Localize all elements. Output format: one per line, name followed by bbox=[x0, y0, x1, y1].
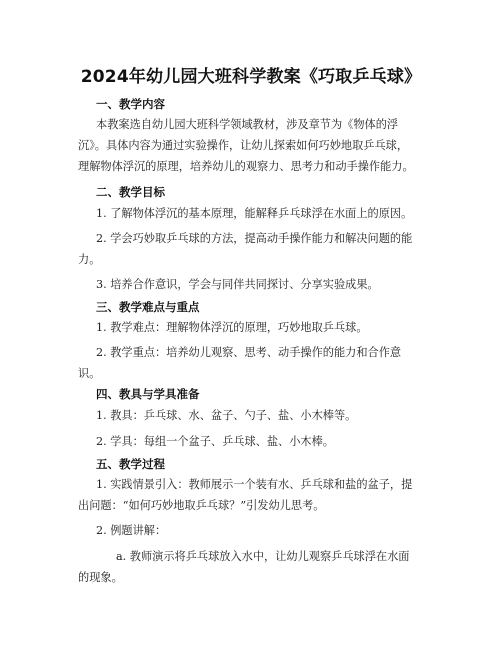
list-item: 2. 学会巧妙取乒乓球的方法，提高动手操作能力和解决问题的能 bbox=[96, 232, 413, 245]
list-item-continuation: 力。 bbox=[78, 253, 101, 266]
section-heading-materials: 四、教具与学具准备 bbox=[96, 387, 200, 401]
section-heading-process: 五、教学过程 bbox=[96, 457, 165, 471]
paragraph-line: 本教案选自幼儿园大班科学领域教材，涉及章节为《物体的浮 bbox=[96, 118, 399, 131]
paragraph-line: 理解物体浮沉的原理，培养幼儿的观察力、思考力和动手操作能力。 bbox=[78, 160, 414, 173]
section-heading-content: 一、教学内容 bbox=[96, 97, 165, 111]
list-item: 1. 了解物体浮沉的基本原理，能解释乒乓球浮在水面上的原因。 bbox=[96, 207, 413, 220]
list-item: 1. 教学难点：理解物体浮沉的原理，巧妙地取乒乓球。 bbox=[96, 321, 368, 334]
list-item: 3. 培养合作意识，学会与同伴共同探讨、分享实验成果。 bbox=[96, 278, 379, 291]
paragraph-line: 沉》。具体内容为通过实验操作，让幼儿探索如何巧妙地取乒乓球， bbox=[78, 139, 409, 152]
section-heading-key-points: 三、教学难点与重点 bbox=[96, 300, 200, 314]
list-item: 2. 教学重点：培养幼儿观察、思考、动手操作的能力和合作意 bbox=[96, 346, 402, 359]
section-heading-goals: 二、教学目标 bbox=[96, 185, 165, 199]
list-item: 2. 学具：每组一个盆子、乒乓球、盐、小木棒。 bbox=[96, 435, 334, 448]
sub-list-item: a. 教师演示将乒乓球放入水中，让幼儿观察乒乓球浮在水面 bbox=[116, 550, 410, 563]
list-item: 2. 例题讲解： bbox=[96, 524, 167, 537]
list-item-continuation: 识。 bbox=[78, 367, 101, 380]
list-item-continuation: 出问题：“如何巧妙地取乒乓球？”引发幼儿思考。 bbox=[78, 499, 325, 512]
document-title: 2024年幼儿园大班科学教案《巧取乒乓球》 bbox=[80, 67, 422, 87]
sub-list-item-continuation: 的现象。 bbox=[78, 571, 123, 584]
list-item: 1. 教具：乒乓球、水、盆子、勺子、盐、小木棒等。 bbox=[96, 409, 357, 422]
list-item: 1. 实践情景引入：教师展示一个装有水、乒乓球和盐的盆子，提 bbox=[96, 478, 413, 491]
